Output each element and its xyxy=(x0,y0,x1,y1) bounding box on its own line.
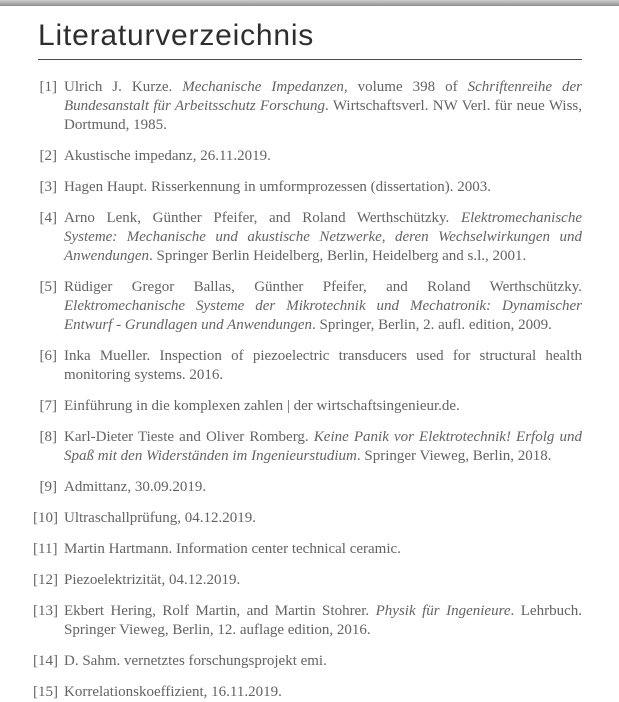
reference-text xyxy=(64,509,582,528)
reference-segment: Rüdiger Gregor Ballas, Günther Pfeifer, and Roland Werthschützky. xyxy=(64,279,582,295)
reference-segment: Korrelationskoeffizient, 16.11.2019. xyxy=(64,684,282,700)
reference-text xyxy=(64,147,582,166)
reference-text xyxy=(64,428,582,466)
reference-segment: . Springer Berlin Heidelberg, Berlin, Heidelberg and s.l., 2001. xyxy=(148,248,527,264)
reference-item xyxy=(39,278,582,335)
reference-segment: Akustische impedanz, 26.11.2019. xyxy=(64,148,271,164)
bibliography-page xyxy=(0,6,619,700)
reference-item xyxy=(39,209,582,266)
reference-text xyxy=(64,347,582,385)
reference-segment: . Wirtschaftsverl. NW Verl. für neue Wiss, Dortmund, 1985. xyxy=(64,98,582,133)
reference-segment: Piezoelektrizität, 04.12.2019. xyxy=(64,572,241,588)
reference-item xyxy=(39,478,582,497)
reference-segment: Admittanz, 30.09.2019. xyxy=(64,479,207,495)
reference-item xyxy=(33,540,582,559)
reference-segment: Ultraschallprüfung, 04.12.2019. xyxy=(64,510,257,526)
reference-number: [7] xyxy=(39,398,57,414)
reference-segment: . Springer Vieweg, Berlin, 2018. xyxy=(356,448,552,464)
reference-text xyxy=(64,571,582,590)
reference-item xyxy=(39,428,582,466)
reference-segment: Hagen Haupt. Risserkennung in umformprozessen (dissertation). 2003. xyxy=(64,179,491,195)
reference-text xyxy=(64,540,582,559)
page-title: Literaturverzeichnis xyxy=(38,19,315,52)
reference-segment-italic: Keine Panik vor Elektrotechnik! Erfolg und Spaß mit den Widerständen im Ingenieurstudium xyxy=(64,429,582,464)
reference-item xyxy=(39,397,582,416)
reference-segment: Ulrich J. Kurze. xyxy=(64,79,183,95)
reference-item xyxy=(39,347,582,385)
reference-text xyxy=(64,397,582,416)
reference-segment: Ekbert Hering, Rolf Martin, and Martin Stohrer. xyxy=(64,603,376,619)
reference-segment: . Springer, Berlin, 2. aufl. edition, 2009. xyxy=(312,317,552,333)
reference-segment: Inka Mueller. Inspection of piezoelectric transducers used for structural health monitoring systems. 2016. xyxy=(64,348,582,383)
reference-segment: . Lehrbuch. Springer Vieweg, Berlin, 12. auflage edition, 2016. xyxy=(64,603,582,638)
reference-item xyxy=(33,652,582,671)
reference-item xyxy=(33,602,582,640)
reference-item xyxy=(33,683,582,702)
reference-number: [5] xyxy=(39,279,57,295)
reference-item xyxy=(33,509,582,528)
reference-number: [14] xyxy=(33,653,58,669)
reference-number: [3] xyxy=(39,179,57,195)
reference-text xyxy=(64,278,582,335)
reference-text xyxy=(64,478,582,497)
reference-item xyxy=(39,178,582,197)
reference-number: [6] xyxy=(39,348,57,364)
reference-number: [15] xyxy=(33,684,58,700)
reference-number: [11] xyxy=(33,541,58,557)
reference-text xyxy=(64,683,582,702)
title-rule xyxy=(38,59,582,60)
reference-number: [13] xyxy=(33,603,58,619)
reference-segment: Einführung in die komplexen zahlen | der wirtschaftsingenieur.de. xyxy=(64,398,460,414)
reference-item xyxy=(39,147,582,166)
reference-number: [4] xyxy=(39,210,57,226)
reference-segment-italic: Schriftenreihe der Bundesanstalt für Arbeitsschutz Forschung xyxy=(64,79,582,114)
reference-segment-italic: Physik für Ingenieure xyxy=(375,603,511,619)
reference-segment: D. Sahm. vernetztes forschungsprojekt emi. xyxy=(64,653,327,669)
reference-segment: Arno Lenk, Günther Pfeifer, and Roland Werthschützky. xyxy=(64,210,461,226)
reference-segment: , volume 398 of xyxy=(343,79,468,95)
reference-segment: Martin Hartmann. Information center technical ceramic. xyxy=(64,541,401,557)
reference-number: [1] xyxy=(39,79,57,95)
reference-number: [9] xyxy=(39,479,57,495)
reference-text xyxy=(64,78,582,135)
reference-number: [12] xyxy=(33,572,58,588)
reference-segment-italic: Mechanische Impedanzen xyxy=(182,79,344,95)
reference-number: [8] xyxy=(39,429,57,445)
reference-list xyxy=(0,78,582,702)
reference-number: [2] xyxy=(39,148,57,164)
reference-text xyxy=(64,602,582,640)
reference-segment-italic: Elektromechanische Systeme der Mikrotechnik und Mechatronik: Dynamischer Entwurf - Grundlagen und Anwendungen xyxy=(64,298,582,333)
reference-text xyxy=(64,178,582,197)
reference-item xyxy=(33,571,582,590)
reference-text xyxy=(64,652,582,671)
reference-segment-italic: Elektromechanische Systeme: Mechanische und akustische Netzwerke, deren Wechselwirkungen und Anwendungen xyxy=(64,210,582,264)
reference-segment: Karl-Dieter Tieste and Oliver Romberg. xyxy=(64,429,314,445)
reference-text xyxy=(64,209,582,266)
reference-number: [10] xyxy=(33,510,58,526)
reference-item xyxy=(39,78,582,135)
